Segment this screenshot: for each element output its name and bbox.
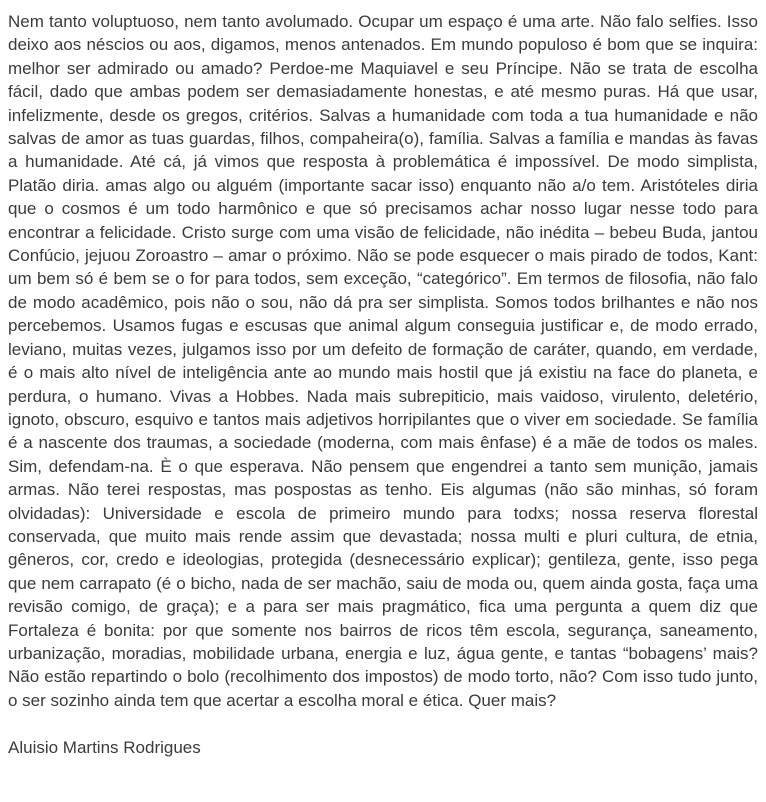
essay-body-text: Nem tanto voluptuoso, nem tanto avolumado. Ocupar um espaço é uma arte. Não falo selfies. Isso deixo aos néscios ou aos, digamos, menos antenados. Em mundo populoso é bom que se inquira: melhor ser admirado ou amado? Perdoe-me Maquiavel e seu Príncipe. Não se trata de escolha fácil, dado que ambas podem ser demasiadamente honestas, e até mesmo puras. Há que usar, infelizmente, desde os gregos, critérios. Salvas a humanidade com toda a tua humanidade e não salvas de amor as tuas guardas, filhos, compaheira(o), família. Salvas a família e mandas às favas a humanidade. Até cá, já vimos que resposta à problemática é impossível. De modo simplista, Platão diria. amas algo ou alguém (importante sacar isso) enquanto não a/o tem. Aristóteles diria que o cosmos é um todo harmônico e que só precisamos achar nosso lugar nesse todo para encontrar a felicidade. Cristo surge com uma visão de felicidade, não inédita – bebeu Buda, jantou Confúcio, jejuou Zoroastro – amar o próximo. Não se pode esquecer o mais pirado de todos, Kant: um bem só é bem se o for para todos, sem exceção, “categórico”. Em termos de filosofia, não falo de modo acadêmico, pois não o sou, não dá pra ser simplista. Somos todos brilhantes e não nos percebemos. Usamos fugas e escusas que animal algum conseguia justificar e, de modo errado, leviano, muitas vezes, julgamos isso por um defeito de formação de caráter, quando, em verdade, é o mais alto nível de inteligência ante ao mundo mais hostil que já existiu na face do planeta, e perdura, o humano. Vivas a Hobbes. Nada mais subrepiticio, mais vaidoso, virulento, deletério, ignoto, obscuro, esquivo e tantos mais adjetivos horripilantes que o viver em sociedade. Se família é a nascente dos traumas, a sociedade (moderna, com mais ênfase) é a mãe de todos os males. Sim, defendam-na. È o que esperava. Não pensem que engendrei a tanto sem munição, jamais armas. Não terei respostas, mas pospostas as tenho. Eis algumas (não são minhas, só foram olvidadas): Universidade e escola de primeiro mundo para todxs; nossa reserva florestal conservada, que muito mais rende assim que devastada; nossa multi e pluri cultura, de etnia, gêneros, cor, credo e ideologias, protegida (desnecessário explicar); gentileza, gente, isso pega que nem carrapato (é o bicho, nada de ser machão, saiu de moda ou, quem ainda gosta, faça uma revisão comigo, de graça); e a para ser mais pragmático, fica uma pergunta a quem diz que Fortaleza é bonita: por que somente nos bairros de ricos têm escola, segurança, saneamento, urbanização, moradias, mobilidade urbana, energia e luz, água gente, e tantas “bobagens’ mais? Não estão repartindo o bolo (recolhimento dos impostos) de modo torto, não? Com isso tudo junto, o ser sozinho ainda tem que acertar a escolha moral e ética. Quer mais? bbox=[8, 12, 758, 710]
author-signature: Aluisio Martins Rodrigues bbox=[8, 738, 201, 758]
